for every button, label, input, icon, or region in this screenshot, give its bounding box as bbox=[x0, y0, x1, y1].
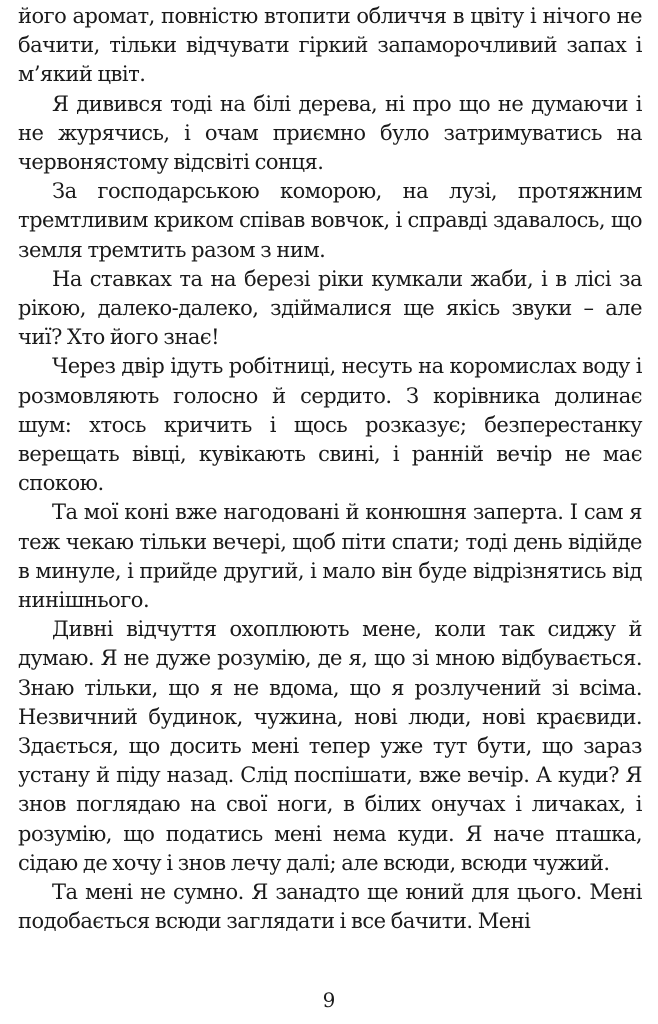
paragraph-1: його аромат, повністю втопити обличчя в цвіту і нічого не бачити, тільки відчувати гіркий запаморочливий запах і м’який цвіт. bbox=[18, 4, 642, 87]
paragraph-4: На ставках та на березі ріки кумкали жаби, і в лісі за рікою, далеко-далеко, здіймалися ще якісь звуки – але чиї? Хто його знає! bbox=[18, 266, 642, 350]
paragraph-5: Через двір ідуть робітниці, несуть на коромислах воду і розмовляють голосно й сердито. З корівника долинає шум: хтось кричить і щось розказує; безперестанку верещать вівці, кувікають свині, і ранній вечір не має спокою. bbox=[18, 354, 642, 496]
paragraph-6: Та мої коні вже нагодовані й конюшня заперта. І сам я теж чекаю тільки вечері, щоб піти спати; тоді день відійде в минуле, і прийде другий, і мало він буде відрізнятись від нинішнього. bbox=[18, 500, 642, 613]
paragraph-3: За господарською коморою, на лузі, протяжним тремтливим криком співав вовчок, і справді здавалось, що земля тремтить разом з ним. bbox=[18, 179, 642, 262]
page-number: 9 bbox=[322, 988, 336, 1012]
paragraph-7: Дивні відчуття охоплюють мене, коли так сиджу й думаю. Я не дуже розумію, де я, що зі мною відбувається. Знаю тільки, що я не вдома, що я розлучений зі всіма. Незвичний будинок, чужина, нові люди, нові краєвиди. Здається, що досить мені тепер уже тут бути, що зараз устану й піду назад. Слід поспішати, вже вечір. А куди? Я знов поглядаю на свої ноги, в білих онучах і личаках, і розумію, що податись мені нема куди. Я наче пташка, сідаю де хочу і знов лечу далі; але всюди, всюди чужий. bbox=[18, 617, 642, 875]
paragraph-8: Та мені не сумно. Я занадто ще юний для цього. Мені подобається всюди заглядати і все бачити. Мені bbox=[18, 880, 642, 934]
page-text-body bbox=[18, 2, 642, 937]
paragraph-2: Я дивився тоді на білі дерева, ні про що не думаючи і не журячись, і очам приємно було затримуватись на червонястому відсвіті сонця. bbox=[18, 91, 642, 175]
